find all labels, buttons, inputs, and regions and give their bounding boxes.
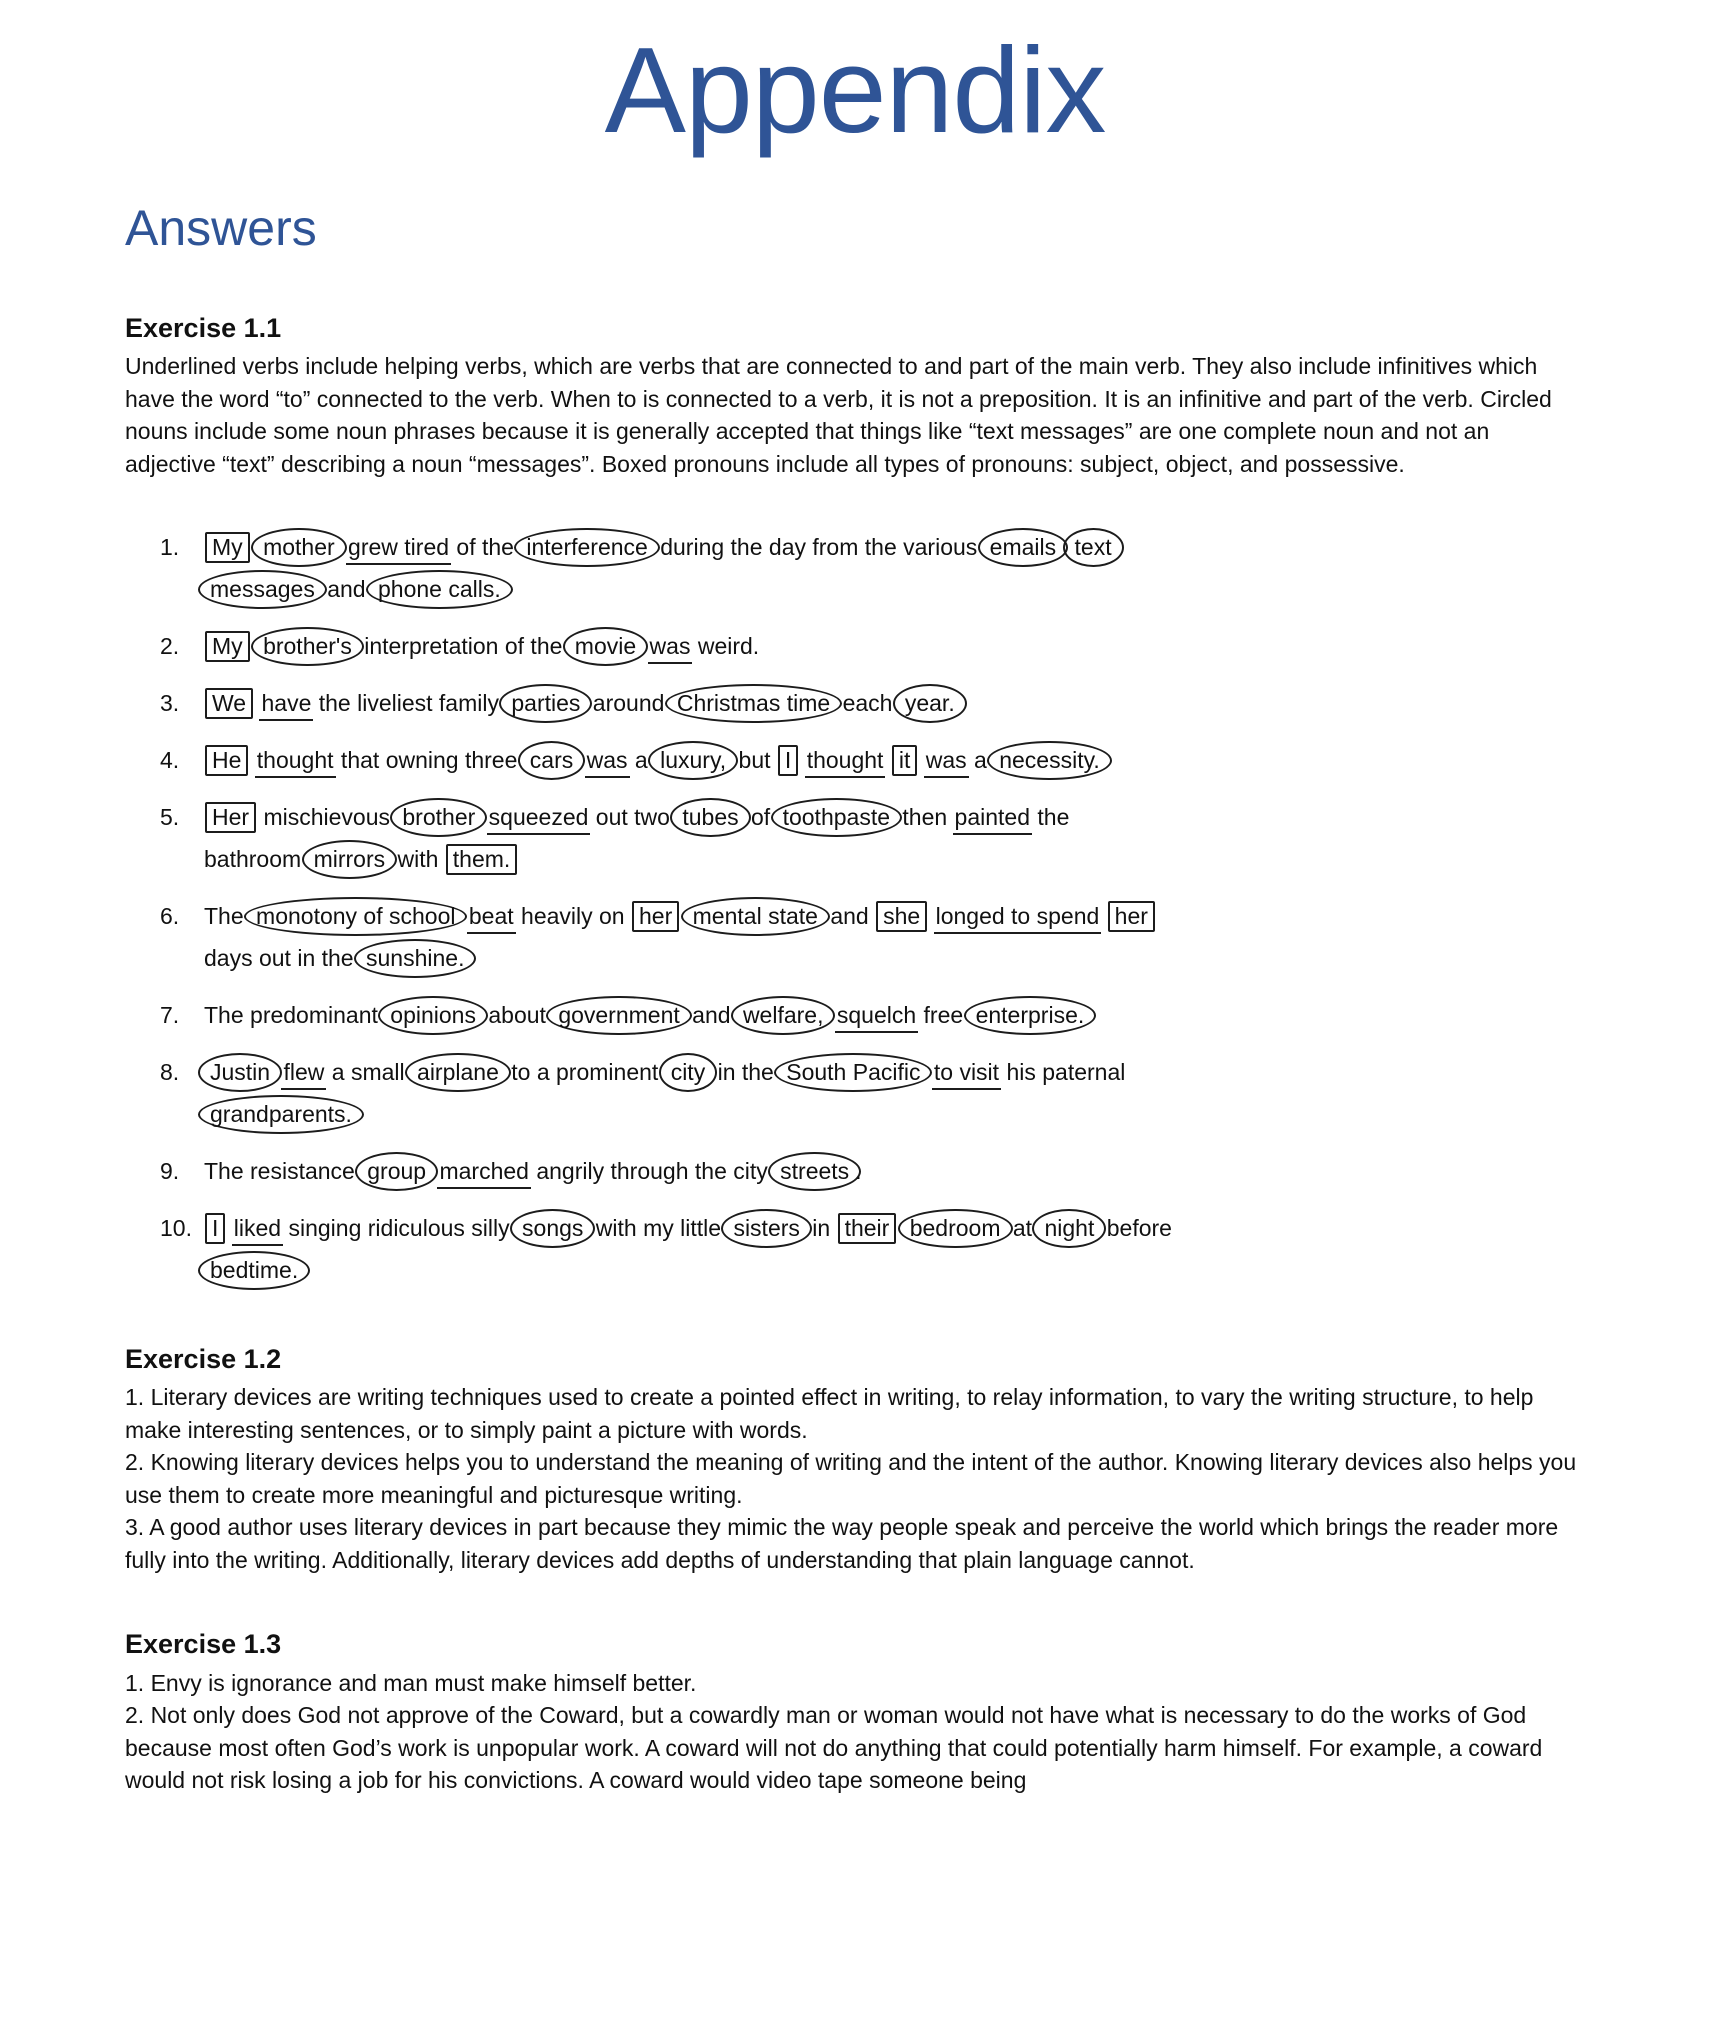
- noun-circle: year.: [893, 684, 967, 723]
- noun-circle: South Pacific: [774, 1053, 932, 1092]
- text-run: and: [823, 903, 876, 930]
- text-run: the: [1031, 804, 1070, 831]
- verb-underline: was: [648, 633, 693, 664]
- text-run: before: [1100, 1215, 1172, 1242]
- pronoun-box: her: [632, 901, 679, 932]
- exercise-1-2-heading: Exercise 1.2: [125, 1344, 282, 1375]
- verb-underline: longed to spend: [934, 903, 1102, 934]
- noun-circle: welfare,: [731, 996, 836, 1035]
- text-run: free: [917, 1002, 970, 1029]
- noun-circle: city: [659, 1053, 718, 1092]
- noun-circle: songs: [510, 1209, 595, 1248]
- exercise-1-2-answer-1: 1. Literary devices are writing techniques used to create a pointed effect in writing, to relay information, to vary the writing structure, to help make interesting sentences, or to simply paint a picture with words.: [125, 1384, 1534, 1443]
- noun-circle: monotony of school: [244, 897, 467, 936]
- text-run: heavily on: [514, 903, 631, 930]
- pronoun-box: My: [205, 631, 250, 662]
- verb-underline: to visit: [932, 1059, 1001, 1090]
- item-sentence: [204, 526, 1118, 610]
- verb-underline: thought: [805, 747, 886, 778]
- noun-circle: sisters: [721, 1209, 811, 1248]
- noun-circle: tubes: [670, 798, 750, 837]
- text-run: days out in the: [204, 945, 360, 972]
- noun-circle: government: [546, 996, 691, 1035]
- list-item: [160, 1207, 1585, 1291]
- text-run: in: [805, 1215, 837, 1242]
- noun-circle: bedroom: [898, 1209, 1013, 1248]
- noun-circle: night: [1032, 1209, 1106, 1248]
- text-run: weird.: [691, 633, 760, 660]
- exercise-1-2-answer-2: 2. Knowing literary devices helps you to understand the meaning of writing and the intent of the author. Knowing literary devices also helps you use them to create more meaningful and picturesque writing.: [125, 1449, 1577, 1508]
- noun-circle: luxury,: [648, 741, 738, 780]
- noun-circle: cars: [518, 741, 585, 780]
- noun-circle: grandparents.: [198, 1095, 364, 1134]
- verb-underline: liked: [232, 1215, 283, 1246]
- noun-circle: Justin: [198, 1053, 282, 1092]
- list-item: [160, 1051, 1585, 1135]
- text-run: the liveliest family: [312, 690, 506, 717]
- pronoun-box: their: [838, 1213, 897, 1244]
- item-number: 8.: [160, 1059, 180, 1086]
- pronoun-box: it: [892, 745, 918, 776]
- noun-circle: emails: [978, 528, 1068, 567]
- text-run: of the: [450, 534, 521, 561]
- verb-underline: have: [259, 690, 313, 721]
- verb-underline: flew: [281, 1059, 326, 1090]
- noun-circle: enterprise.: [964, 996, 1097, 1035]
- item-number: 7.: [160, 1002, 180, 1029]
- item-number: 4.: [160, 747, 180, 774]
- text-run: then: [896, 804, 954, 831]
- text-run: about: [481, 1002, 553, 1029]
- item-sentence: [204, 1207, 1172, 1291]
- pronoun-box: I: [205, 1213, 225, 1244]
- list-item: [160, 526, 1585, 610]
- text-run: with: [391, 846, 445, 873]
- exercise-1-1-intro: Underlined verbs include helping verbs, which are verbs that are connected to and part of the main verb. They also include infinitives which have the word “to” connected to the verb. When to is connected to a verb, it is not a preposition. It is an infinitive and part of the verb. Circled nouns include some noun phrases because it is generally accepted that things like “text messages” are one complete noun and not an adjective “text” describing a noun “messages”. Boxed pronouns include all types of pronouns: subject, object, and possessive.: [125, 353, 1552, 477]
- text-run: and: [685, 1002, 737, 1029]
- pronoun-box: He: [205, 745, 248, 776]
- verb-underline: squeezed: [487, 804, 591, 835]
- answers-heading: Answers: [125, 199, 317, 256]
- text-run: of: [744, 804, 777, 831]
- text-run: but: [732, 747, 777, 774]
- item-number: 10.: [160, 1215, 192, 1242]
- verb-underline: was: [585, 747, 630, 778]
- noun-circle: mental state: [681, 897, 830, 936]
- text-run: The resistance: [204, 1158, 362, 1185]
- text-run: singing ridiculous silly: [282, 1215, 517, 1242]
- item-sentence: [204, 1051, 1125, 1135]
- list-item: [160, 895, 1585, 979]
- pronoun-box: her: [1108, 901, 1155, 932]
- noun-circle: necessity.: [987, 741, 1112, 780]
- verb-underline: painted: [953, 804, 1032, 835]
- text-run: a small: [325, 1059, 412, 1086]
- item-sentence: [204, 994, 1090, 1036]
- text-run: interpretation of the: [357, 633, 569, 660]
- noun-circle: mother: [251, 528, 347, 567]
- text-run: each: [836, 690, 899, 717]
- exercise-1-1-list: [125, 526, 1585, 1291]
- exercise-1-2-section: [125, 1343, 1585, 1576]
- text-run: .: [855, 1158, 862, 1185]
- noun-circle: group: [355, 1152, 438, 1191]
- text-run: that owning three: [334, 747, 524, 774]
- item-number: 6.: [160, 903, 180, 930]
- text-run: with my little: [589, 1215, 728, 1242]
- text-run: angrily through the city: [529, 1158, 775, 1185]
- exercise-1-3-answer-2: 2. Not only does God not approve of the Coward, but a cowardly man or woman would not have what is necessary to do the works of God because most often God’s work is unpopular work. A coward will not do anything that could potentially harm himself. For example, a coward would not risk losing a job for his convictions. A coward would video tape someone being: [125, 1702, 1543, 1794]
- text-run: at: [1006, 1215, 1039, 1242]
- text-run: The: [204, 903, 251, 930]
- pronoun-box: she: [876, 901, 927, 932]
- pronoun-box: I: [778, 745, 798, 776]
- noun-circle: opinions: [378, 996, 488, 1035]
- item-sentence: [204, 739, 1106, 781]
- page-title: Appendix: [604, 22, 1106, 158]
- list-item: [160, 625, 1585, 667]
- noun-circle: mirrors: [302, 840, 398, 879]
- noun-circle: messages: [198, 570, 327, 609]
- item-sentence: [204, 895, 1156, 979]
- item-sentence: [204, 625, 759, 667]
- text-run: [884, 747, 890, 773]
- noun-circle: bedtime.: [198, 1251, 310, 1290]
- pronoun-box: Her: [205, 802, 256, 833]
- item-sentence: [204, 682, 961, 724]
- item-sentence: [204, 796, 1069, 880]
- verb-underline: was: [924, 747, 969, 778]
- text-run: his paternal: [1000, 1059, 1126, 1086]
- exercise-1-1-section: [125, 312, 1585, 1291]
- noun-circle: movie: [563, 627, 648, 666]
- item-number: 2.: [160, 633, 180, 660]
- noun-circle: airplane: [405, 1053, 511, 1092]
- noun-circle: brother's: [251, 627, 364, 666]
- text-run: during the day from the various: [653, 534, 984, 561]
- pronoun-box: We: [205, 688, 253, 719]
- verb-underline: grew tired: [346, 534, 451, 565]
- text-run: mischievous: [257, 804, 397, 831]
- text-run: [1100, 903, 1106, 929]
- noun-circle: parties: [499, 684, 592, 723]
- item-number: 5.: [160, 804, 180, 831]
- list-item: [160, 994, 1585, 1036]
- noun-circle: phone calls.: [366, 570, 513, 609]
- text-run: in the: [711, 1059, 781, 1086]
- noun-circle: brother: [390, 798, 487, 837]
- list-item: [160, 796, 1585, 880]
- verb-underline: beat: [467, 903, 516, 934]
- exercise-1-3-section: [125, 1628, 1585, 1796]
- text-run: around: [586, 690, 671, 717]
- exercise-1-3-answer-1: 1. Envy is ignorance and man must make himself better.: [125, 1669, 697, 1696]
- verb-underline: marched: [437, 1158, 530, 1189]
- item-number: 1.: [160, 534, 180, 561]
- item-number: 9.: [160, 1158, 180, 1185]
- exercise-1-2-answer-3: 3. A good author uses literary devices in part because they mimic the way people speak and perceive the world which brings the reader more fully into the writing. Additionally, literary devices add depths of understanding that plain language cannot.: [125, 1514, 1559, 1573]
- text-run: to a prominent: [504, 1059, 665, 1086]
- exercise-1-3-heading: Exercise 1.3: [125, 1629, 282, 1660]
- noun-circle: sunshine.: [354, 939, 476, 978]
- text-run: The predominant: [204, 1002, 385, 1029]
- pronoun-box: them.: [446, 844, 518, 875]
- noun-circle: interference: [514, 528, 659, 567]
- text-run: a: [628, 747, 655, 774]
- text-run: a: [967, 747, 994, 774]
- page-bottom-margin: [125, 1797, 1585, 1907]
- noun-circle: streets: [768, 1152, 861, 1191]
- list-item: [160, 739, 1585, 781]
- item-sentence: [204, 1150, 862, 1192]
- text-run: bathroom: [204, 846, 308, 873]
- text-run: and: [320, 576, 372, 603]
- item-number: 3.: [160, 690, 180, 717]
- noun-circle: text: [1063, 528, 1124, 567]
- pronoun-box: My: [205, 532, 250, 563]
- list-item: [160, 1150, 1585, 1192]
- verb-underline: squelch: [835, 1002, 918, 1033]
- exercise-1-1-heading: Exercise 1.1: [125, 312, 282, 343]
- noun-circle: Christmas time: [665, 684, 842, 723]
- verb-underline: thought: [255, 747, 336, 778]
- text-run: out two: [589, 804, 677, 831]
- noun-circle: toothpaste: [771, 798, 902, 837]
- list-item: [160, 682, 1585, 724]
